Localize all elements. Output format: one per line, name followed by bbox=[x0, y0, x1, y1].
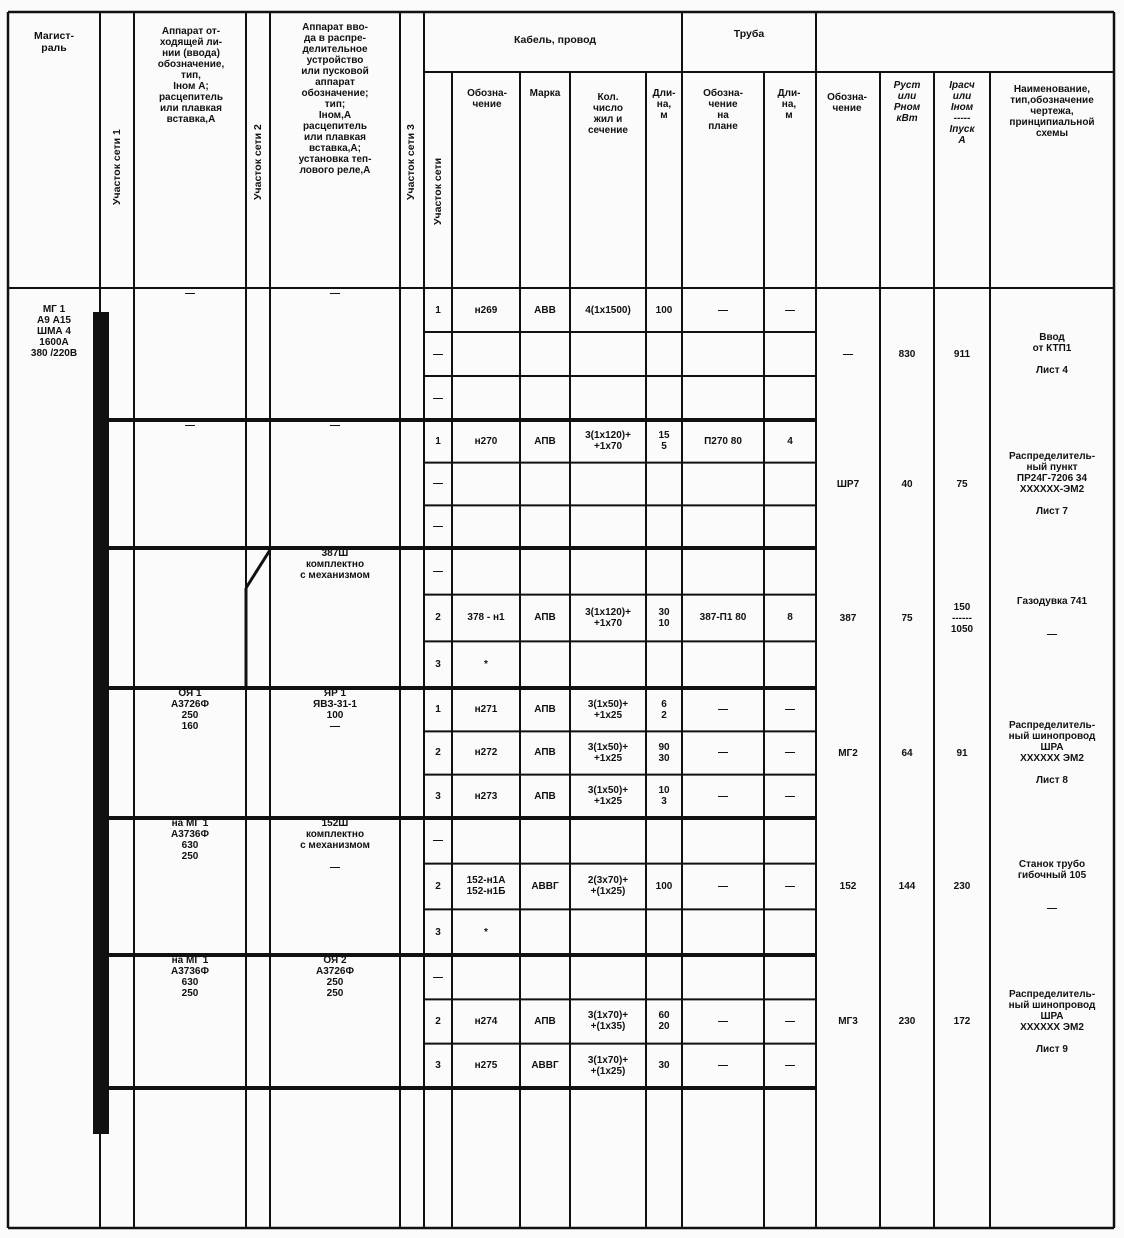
group-naimenovanie: Станок трубо гибочный 105 — bbox=[1017, 859, 1087, 914]
row-truba-oboznachenie bbox=[682, 955, 764, 999]
row-oboznachenie bbox=[452, 376, 520, 420]
group-ep-oboznachenie: — bbox=[843, 348, 853, 360]
row-truba-dlina bbox=[764, 376, 816, 420]
row-truba-oboznachenie: — bbox=[718, 1015, 728, 1027]
header-apparat-vvoda: Аппарат вво- да в распре- делительное устройство или пусковой аппарат обозначение; тип; Iном,А расцепитель или плавкая вставка,А; установка теп- лового реле,А bbox=[298, 22, 372, 176]
row-dlina bbox=[646, 641, 682, 688]
row-truba-dlina: — bbox=[785, 1060, 795, 1072]
group-naimenovanie: Распределитель- ный пункт ПР24Г-7206 34 ХХХХХХ-ЭМ2 Лист 7 bbox=[1008, 451, 1096, 517]
row-marka: АПВ bbox=[534, 612, 556, 624]
header-magistral: Магист- раль bbox=[33, 30, 75, 54]
row-dlina: 15 5 bbox=[658, 430, 670, 453]
row-marka bbox=[520, 548, 570, 595]
group-apparat-otkh: — bbox=[185, 288, 195, 299]
group-apparat-otkh: ОЯ 1 А3726Ф 250 160 bbox=[170, 688, 209, 732]
row-uchastok: 3 bbox=[435, 790, 441, 802]
row-truba-oboznachenie: — bbox=[718, 880, 728, 892]
row-truba-oboznachenie: — bbox=[718, 747, 728, 759]
row-dlina: 100 bbox=[655, 304, 673, 316]
row-truba-dlina: 8 bbox=[787, 612, 793, 624]
row-truba-oboznachenie: П270 80 bbox=[704, 435, 742, 447]
row-oboznachenie: н269 bbox=[474, 304, 498, 316]
group-apparat-vvoda: ОЯ 2 А3726Ф 250 250 bbox=[315, 955, 354, 999]
row-oboznachenie: н272 bbox=[474, 747, 498, 759]
row-truba-dlina bbox=[764, 463, 816, 506]
row-uchastok: — bbox=[433, 835, 443, 847]
group-ep-oboznachenie: МГ3 bbox=[838, 1016, 858, 1027]
row-uchastok: 2 bbox=[435, 1015, 441, 1027]
row-truba-dlina: — bbox=[785, 1015, 795, 1027]
row-sechenie: 3(1х50)+ +1х25 bbox=[587, 741, 629, 764]
row-dlina bbox=[646, 463, 682, 506]
row-dlina: 30 10 bbox=[658, 606, 670, 629]
row-dlina bbox=[646, 548, 682, 595]
row-oboznachenie: н273 bbox=[474, 790, 498, 802]
row-uchastok: — bbox=[433, 565, 443, 577]
row-truba-dlina: — bbox=[785, 704, 795, 716]
row-truba-oboznachenie bbox=[682, 332, 764, 376]
row-marka bbox=[520, 818, 570, 864]
row-marka: АПВ bbox=[534, 704, 556, 716]
group-apparat-otkh: на МГ 1 А3736Ф 630 250 bbox=[170, 955, 209, 999]
group-pust: 230 bbox=[898, 1016, 916, 1027]
row-uchastok: 1 bbox=[435, 704, 441, 716]
row-uchastok: — bbox=[433, 392, 443, 404]
group-irasch: 91 bbox=[956, 747, 968, 759]
header-ep-oboznachenie: Обозна- чение bbox=[827, 92, 867, 114]
header-kol-chislo: Кол. число жил и сечение bbox=[588, 92, 628, 136]
row-marka bbox=[520, 909, 570, 955]
row-truba-dlina: — bbox=[785, 304, 795, 316]
header-uchastok-seti: Участок сети bbox=[432, 157, 444, 225]
row-oboznachenie: н270 bbox=[474, 435, 498, 447]
group-ep-oboznachenie: 387 bbox=[839, 612, 857, 624]
header-marka: Марка bbox=[529, 88, 561, 99]
row-uchastok: — bbox=[433, 971, 443, 983]
row-sechenie: 3(1х50)+ +1х25 bbox=[587, 698, 629, 721]
group-apparat-vvoda: — bbox=[330, 420, 340, 431]
group-apparat-otkh: на МГ 1 А3736Ф 630 250 bbox=[170, 818, 209, 862]
row-truba-dlina bbox=[764, 505, 816, 548]
row-sechenie: 2(3х70)+ +(1х25) bbox=[587, 875, 629, 898]
header-kabel: Кабель, провод bbox=[513, 34, 597, 46]
header-truba-dlina: Дли- на, м bbox=[777, 88, 801, 121]
row-sechenie: 3(1х70)+ +(1х35) bbox=[587, 1010, 629, 1033]
row-sechenie: 3(1х70)+ +(1х25) bbox=[587, 1054, 629, 1077]
row-oboznachenie bbox=[452, 505, 520, 548]
group-irasch: 150 ------ 1050 bbox=[950, 601, 974, 635]
row-dlina bbox=[646, 505, 682, 548]
header-apparat-otkh-text: Аппарат от- ходящей ли- нии (ввода) обозначение, тип, Iном А; расцепитель или плавкая вставка,А bbox=[157, 26, 225, 125]
row-uchastok: 3 bbox=[435, 1060, 441, 1072]
row-dlina bbox=[646, 818, 682, 864]
row-sechenie bbox=[570, 463, 646, 506]
row-oboznachenie: * bbox=[484, 659, 488, 671]
row-uchastok: 2 bbox=[435, 880, 441, 892]
group-pust: 75 bbox=[901, 612, 913, 624]
row-uchastok: 2 bbox=[435, 747, 441, 759]
group-naimenovanie: Ввод от КТП1 Лист 4 bbox=[1032, 332, 1072, 376]
row-sechenie: 4(1х1500) bbox=[585, 304, 631, 316]
row-oboznachenie: н271 bbox=[474, 704, 498, 716]
row-oboznachenie: н274 bbox=[474, 1015, 498, 1027]
group-pust: 830 bbox=[898, 348, 916, 360]
group-apparat-otkh bbox=[134, 548, 246, 646]
group-apparat-vvoda: ЯР 1 ЯВЗ-31-1 100 — bbox=[313, 688, 357, 732]
group-pust: 64 bbox=[901, 747, 913, 759]
row-marka: АВВ bbox=[534, 304, 556, 316]
row-marka: АПВ bbox=[534, 435, 556, 447]
group-pust: 144 bbox=[898, 881, 916, 892]
row-uchastok: — bbox=[433, 478, 443, 490]
group-irasch: 230 bbox=[953, 881, 971, 892]
header-naimenovanie: Наименование, тип,обозначение чертежа, принципиальной схемы bbox=[1009, 84, 1095, 139]
row-sechenie bbox=[570, 376, 646, 420]
row-marka: АПВ bbox=[534, 747, 556, 759]
row-truba-dlina bbox=[764, 641, 816, 688]
row-marka: АВВГ bbox=[531, 880, 559, 892]
row-truba-oboznachenie: — bbox=[718, 790, 728, 802]
group-ep-oboznachenie: 152 bbox=[839, 881, 857, 892]
group-ep-oboznachenie: МГ2 bbox=[838, 747, 858, 759]
row-uchastok: 1 bbox=[435, 304, 441, 316]
row-oboznachenie: н275 bbox=[474, 1060, 498, 1072]
group-apparat-vvoda: 152Ш комплектно с механизмом — bbox=[300, 818, 370, 873]
row-uchastok: 3 bbox=[435, 659, 441, 671]
row-uchastok: 3 bbox=[435, 926, 441, 938]
row-truba-oboznachenie bbox=[682, 505, 764, 548]
row-oboznachenie: 152-н1А 152-н1Б bbox=[466, 875, 506, 898]
row-oboznachenie bbox=[452, 463, 520, 506]
group-irasch: 75 bbox=[956, 478, 968, 490]
row-truba-oboznachenie: — bbox=[718, 1060, 728, 1072]
row-oboznachenie: 378 - н1 bbox=[467, 612, 505, 624]
row-dlina bbox=[646, 955, 682, 999]
row-uchastok: — bbox=[433, 521, 443, 533]
row-sechenie: 3(1х50)+ +1х25 bbox=[587, 785, 629, 808]
row-truba-dlina: — bbox=[785, 747, 795, 759]
row-truba-dlina bbox=[764, 332, 816, 376]
row-truba-dlina bbox=[764, 548, 816, 595]
row-oboznachenie bbox=[452, 955, 520, 999]
row-sechenie: 3(1х120)+ +1х70 bbox=[585, 430, 631, 453]
row-truba-dlina bbox=[764, 955, 816, 999]
header-dlina: Дли- на, м bbox=[652, 88, 676, 121]
row-truba-oboznachenie bbox=[682, 548, 764, 595]
row-marka: АПВ bbox=[534, 1015, 556, 1027]
row-truba-dlina: — bbox=[785, 790, 795, 802]
row-truba-oboznachenie bbox=[682, 376, 764, 420]
group-naimenovanie: Распределитель- ный шинопровод ШРА ХХХХХХ ЭМ2 Лист 9 bbox=[1008, 988, 1096, 1055]
row-marka: АВВГ bbox=[531, 1060, 559, 1072]
row-truba-dlina: 4 bbox=[787, 435, 793, 447]
group-irasch: 911 bbox=[953, 348, 971, 360]
row-dlina: 30 bbox=[658, 1060, 670, 1072]
row-sechenie bbox=[570, 909, 646, 955]
header-uchastok-3: Участок сети 3 bbox=[405, 124, 417, 200]
row-marka bbox=[520, 505, 570, 548]
row-dlina bbox=[646, 376, 682, 420]
row-sechenie bbox=[570, 955, 646, 999]
row-truba-oboznachenie: — bbox=[718, 304, 728, 316]
row-dlina: 100 bbox=[655, 880, 673, 892]
header-oboznachenie: Обозна- чение bbox=[467, 88, 507, 110]
header-apparat-otkh bbox=[138, 26, 244, 206]
row-truba-oboznachenie bbox=[682, 818, 764, 864]
group-apparat-vvoda: 387Ш комплектно с механизмом bbox=[300, 548, 370, 581]
group-pust: 40 bbox=[901, 478, 913, 490]
row-truba-oboznachenie: 387-П1 80 bbox=[699, 612, 747, 624]
row-truba-oboznachenie: — bbox=[718, 704, 728, 716]
row-marka: АПВ bbox=[534, 790, 556, 802]
group-irasch: 172 bbox=[953, 1016, 971, 1027]
row-dlina: 90 30 bbox=[658, 741, 670, 764]
group-ep-oboznachenie: ШР7 bbox=[836, 478, 860, 490]
row-oboznachenie bbox=[452, 332, 520, 376]
header-pust: Руст или Рном кВт bbox=[893, 80, 921, 124]
row-sechenie: 3(1х120)+ +1х70 bbox=[585, 606, 631, 629]
header-truba-oboznachenie: Обозна- чение на плане bbox=[703, 88, 743, 132]
row-dlina bbox=[646, 332, 682, 376]
row-truba-oboznachenie bbox=[682, 641, 764, 688]
header-uchastok-1: Участок сети 1 bbox=[111, 129, 123, 205]
header-irasch: Iрасч или Iном ----- Iпуск А bbox=[949, 80, 975, 146]
row-uchastok: — bbox=[433, 348, 443, 360]
magistral-bus bbox=[93, 312, 109, 1134]
row-marka bbox=[520, 463, 570, 506]
group-apparat-vvoda: — bbox=[330, 288, 340, 299]
row-oboznachenie bbox=[452, 548, 520, 595]
header-truba: Труба bbox=[733, 28, 765, 40]
row-dlina: 6 2 bbox=[661, 698, 667, 721]
row-dlina bbox=[646, 909, 682, 955]
group-naimenovanie: Распределитель- ный шинопровод ШРА ХХХХХХ ЭМ2 Лист 8 bbox=[1008, 720, 1096, 786]
row-marka bbox=[520, 332, 570, 376]
magistral-info: МГ 1 А9 А15 ШМА 4 1600А 380 /220В bbox=[30, 304, 78, 359]
row-marka bbox=[520, 376, 570, 420]
row-sechenie bbox=[570, 548, 646, 595]
row-truba-dlina bbox=[764, 909, 816, 955]
row-marka bbox=[520, 641, 570, 688]
row-sechenie bbox=[570, 818, 646, 864]
row-truba-dlina bbox=[764, 818, 816, 864]
row-oboznachenie: * bbox=[484, 926, 488, 938]
group-apparat-otkh: — bbox=[185, 420, 195, 431]
row-sechenie bbox=[570, 332, 646, 376]
row-dlina: 60 20 bbox=[658, 1010, 670, 1033]
row-uchastok: 1 bbox=[435, 435, 441, 447]
row-uchastok: 2 bbox=[435, 612, 441, 624]
row-truba-oboznachenie bbox=[682, 463, 764, 506]
row-marka bbox=[520, 955, 570, 999]
header-uchastok-2: Участок сети 2 bbox=[252, 124, 264, 200]
row-oboznachenie bbox=[452, 818, 520, 864]
row-dlina: 10 3 bbox=[658, 785, 670, 808]
row-sechenie bbox=[570, 505, 646, 548]
row-truba-dlina: — bbox=[785, 880, 795, 892]
row-sechenie bbox=[570, 641, 646, 688]
branch-line bbox=[246, 550, 270, 588]
row-truba-oboznachenie bbox=[682, 909, 764, 955]
group-naimenovanie: Газодувка 741 — bbox=[1016, 596, 1088, 640]
